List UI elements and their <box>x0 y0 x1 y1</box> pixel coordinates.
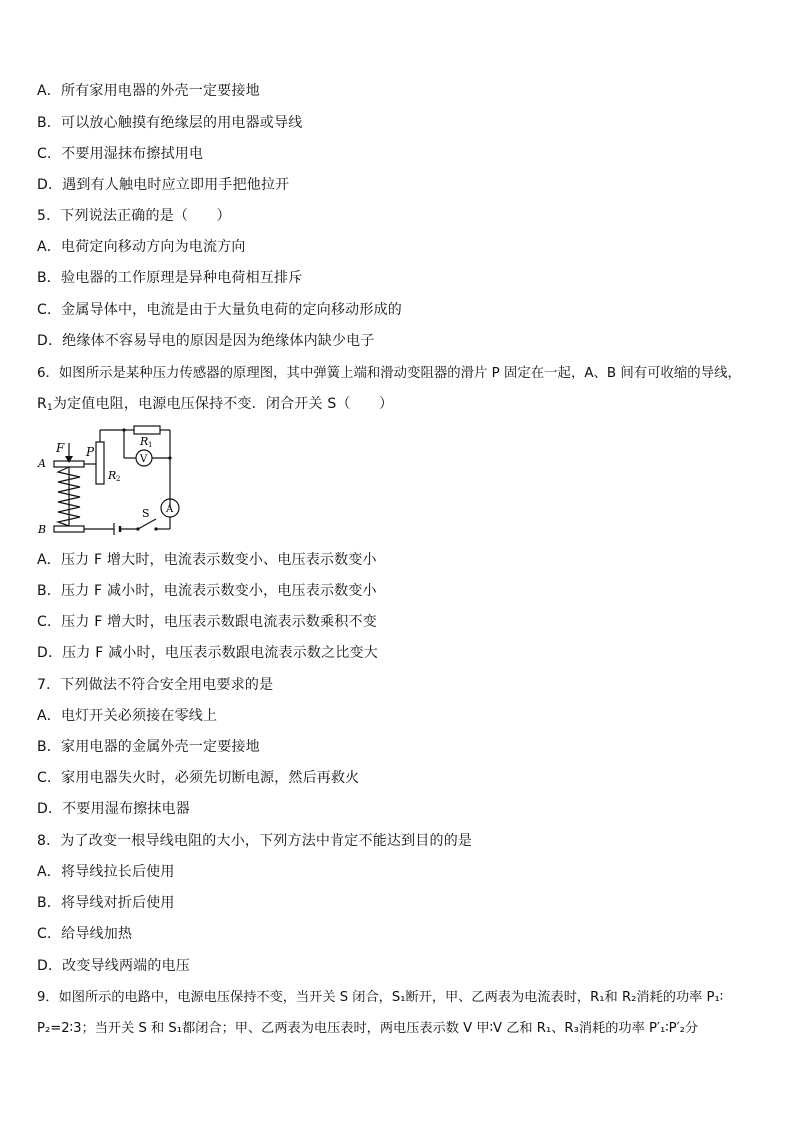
resistor-r1 <box>134 426 160 434</box>
ammeter-label: A <box>166 504 174 515</box>
label-r1-sub: 1 <box>148 441 153 449</box>
q9-line2: P₂=2∶3；当开关 S 和 S₁都闭合；甲、乙两表为电压表时，两电压表示数 V 甲∶V 乙和 R₁、R₃消耗的功率 P′₁∶P′₂分 <box>37 1021 699 1036</box>
q5-option-c: C．金属导体中，电流是由于大量负电荷的定向移动形成的 <box>37 302 402 318</box>
q7-option-c: C．家用电器失火时，必须先切断电源，然后再救火 <box>37 770 360 786</box>
voltmeter-label: V <box>140 454 148 465</box>
switch-s <box>138 519 156 529</box>
q6-stem-line1: 6．如图所示是某种压力传感器的原理图，其中弹簧上端和滑动变阻器的滑片 P 固定在一起，A、B 间有可收缩的导线， <box>37 366 741 381</box>
label-f: F <box>56 441 65 455</box>
q4-option-b: B．可以放心触摸有绝缘层的用电器或导线 <box>37 115 303 131</box>
q5-option-a: A．电荷定向移动方向为电流方向 <box>37 239 246 255</box>
q7-stem: 7．下列做法不符合安全用电要求的是 <box>37 677 274 693</box>
q8-stem: 8．为了改变一根导线电阻的大小，下列方法中肯定不能达到目的的是 <box>37 833 473 849</box>
q7-option-a: A．电灯开关必须接在零线上 <box>37 708 218 724</box>
q8-option-d: D．改变导线两端的电压 <box>37 958 190 974</box>
q7-option-b: B．家用电器的金属外壳一定要接地 <box>37 739 260 755</box>
q7-option-d: D．不要用湿布擦抹电器 <box>37 801 190 817</box>
q4-option-a: A．所有家用电器的外壳一定要接地 <box>37 83 260 99</box>
label-p: P <box>86 445 95 459</box>
label-a: A <box>38 457 46 470</box>
q6-stem-line2: $R_1$为定值电阻，电源电压保持不变．闭合开关 S（ ） <box>37 396 394 413</box>
q5-stem: 5．下列说法正确的是（ ） <box>37 208 231 224</box>
rheostat-r2 <box>96 442 104 484</box>
label-r2-sub: 2 <box>116 475 121 483</box>
q4-option-d: D．遇到有人触电时应立即用手把他拉开 <box>37 177 290 193</box>
q8-option-a: A．将导线拉长后使用 <box>37 864 175 880</box>
label-s: S <box>142 507 150 520</box>
q6-option-c: C．压力 F 增大时，电压表示数跟电流表示数乘积不变 <box>37 614 377 630</box>
label-r1: R <box>140 435 149 448</box>
q5-option-d: D．绝缘体不容易导电的原因是因为绝缘体内缺少电子 <box>37 333 375 349</box>
q6-option-a: A．压力 F 增大时，电流表示数变小、电压表示数变小 <box>37 552 377 568</box>
bottom-plate <box>54 526 84 532</box>
q6-option-d: D．压力 F 减小时，电压表示数跟电流表示数之比变大 <box>37 645 378 661</box>
q8-option-b: B．将导线对折后使用 <box>37 895 175 911</box>
label-b: B <box>38 523 47 536</box>
q9-line1: 9．如图所示的电路中，电源电压保持不变，当开关 S 闭合，S₁断开，甲、乙两表为电流表时，R₁和 R₂消耗的功率 P₁∶ <box>37 990 724 1005</box>
pressure-sensor-circuit-diagram <box>30 420 190 540</box>
q8-option-c: C．给导线加热 <box>37 926 133 942</box>
q5-option-b: B．验电器的工作原理是异种电荷相互排斥 <box>37 270 303 286</box>
label-r2: R <box>108 469 117 482</box>
q6-option-b: B．压力 F 减小时，电流表示数变小，电压表示数变小 <box>37 583 377 599</box>
q4-option-c: C．不要用湿抹布擦拭用电 <box>37 146 204 162</box>
